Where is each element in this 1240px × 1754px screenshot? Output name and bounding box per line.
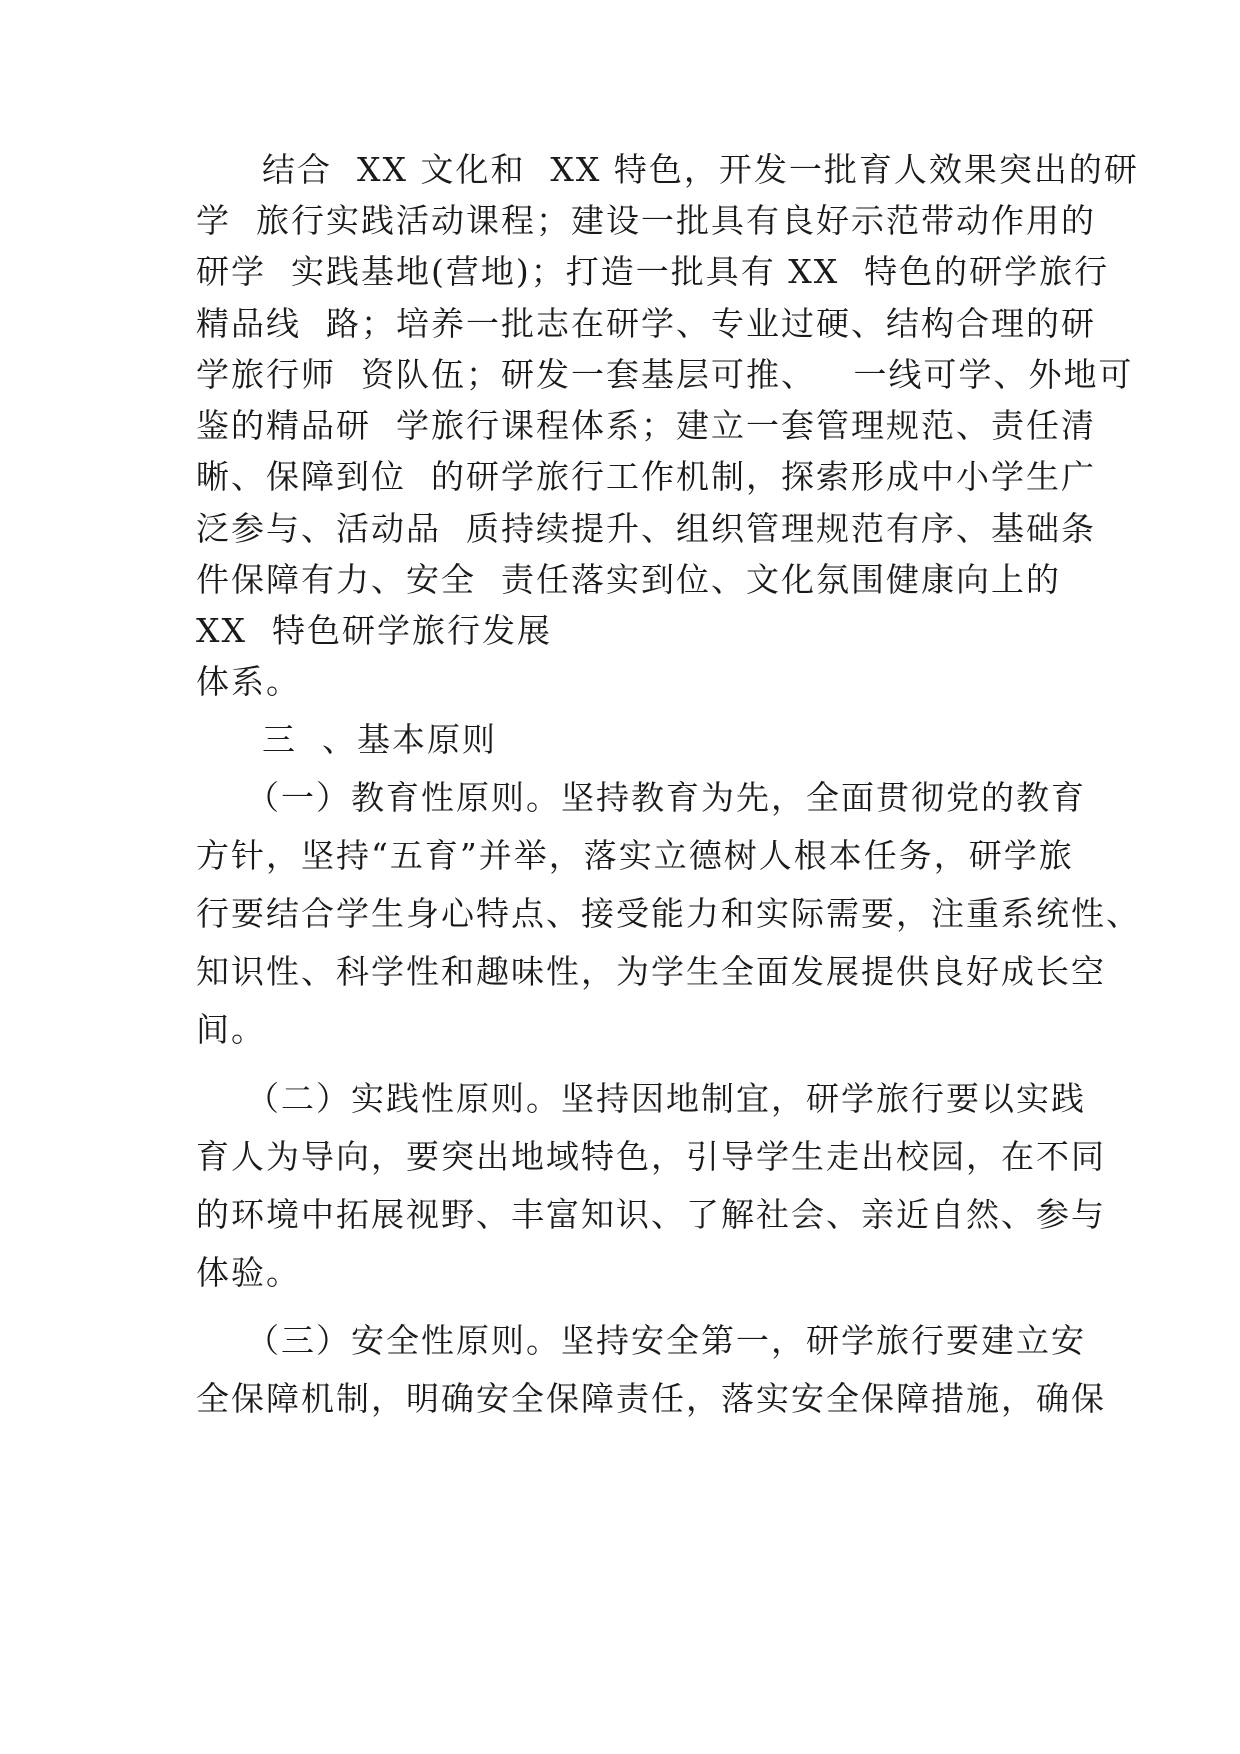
principle-1-line-5: 间。 bbox=[196, 1010, 266, 1049]
principle-3-line-2: 全保障机制，明确安全保障责任，落实安全保障措施，确保 bbox=[196, 1379, 1106, 1418]
section-heading: 三 、基本原则 bbox=[262, 720, 497, 759]
goals-line-1: 结合 XX 文化和 XX 特色，开发一批育人效果突出的研 bbox=[262, 150, 1139, 189]
principle-1-line-4: 知识性、科学性和趣味性，为学生全面发展提供良好成长空 bbox=[196, 952, 1106, 991]
goals-line-3: 研学 实践基地(营地)；打造一批具有 XX 特色的研学旅行 bbox=[196, 252, 1110, 291]
goals-line-7: 晰、保障到位 的研学旅行工作机制，探索形成中小学生广 bbox=[196, 457, 1096, 496]
principle-2-line-4: 体验。 bbox=[196, 1253, 301, 1292]
principle-1-line-3: 行要结合学生身心特点、接受能力和实际需要，注重系统性、 bbox=[196, 894, 1141, 933]
principle-1-line-1: （一）教育性原则。坚持教育为先，全面贯彻党的教育 bbox=[246, 778, 1086, 817]
goals-line-11: 体系。 bbox=[196, 662, 301, 701]
goals-line-8: 泛参与、活动品 质持续提升、组织管理规范有序、基础条 bbox=[196, 509, 1096, 548]
goals-line-10: XX 特色研学旅行发展 bbox=[196, 611, 552, 650]
principle-2-line-1: （二）实践性原则。坚持因地制宜，研学旅行要以实践 bbox=[246, 1079, 1086, 1118]
goals-line-4: 精品线 路；培养一批志在研学、专业过硬、结构合理的研 bbox=[196, 304, 1096, 343]
goals-line-2: 学 旅行实践活动课程；建设一批具有良好示范带动作用的 bbox=[196, 201, 1096, 240]
principle-3-line-1: （三）安全性原则。坚持安全第一，研学旅行要建立安 bbox=[246, 1321, 1086, 1360]
goals-line-5: 学旅行师 资队伍；研发一套基层可推、 一线可学、外地可 bbox=[196, 355, 1134, 394]
goals-line-6: 鉴的精品研 学旅行课程体系；建立一套管理规范、责任清 bbox=[196, 406, 1096, 445]
principle-2-line-3: 的环境中拓展视野、丰富知识、了解社会、亲近自然、参与 bbox=[196, 1195, 1106, 1234]
principle-1-line-2: 方针，坚持“五育”并举，落实立德树人根本任务，研学旅 bbox=[196, 836, 1074, 875]
goals-line-9: 件保障有力、安全 责任落实到位、文化氛围健康向上的 bbox=[196, 560, 1061, 599]
principle-2-line-2: 育人为导向，要突出地域特色，引导学生走出校园，在不同 bbox=[196, 1137, 1106, 1176]
